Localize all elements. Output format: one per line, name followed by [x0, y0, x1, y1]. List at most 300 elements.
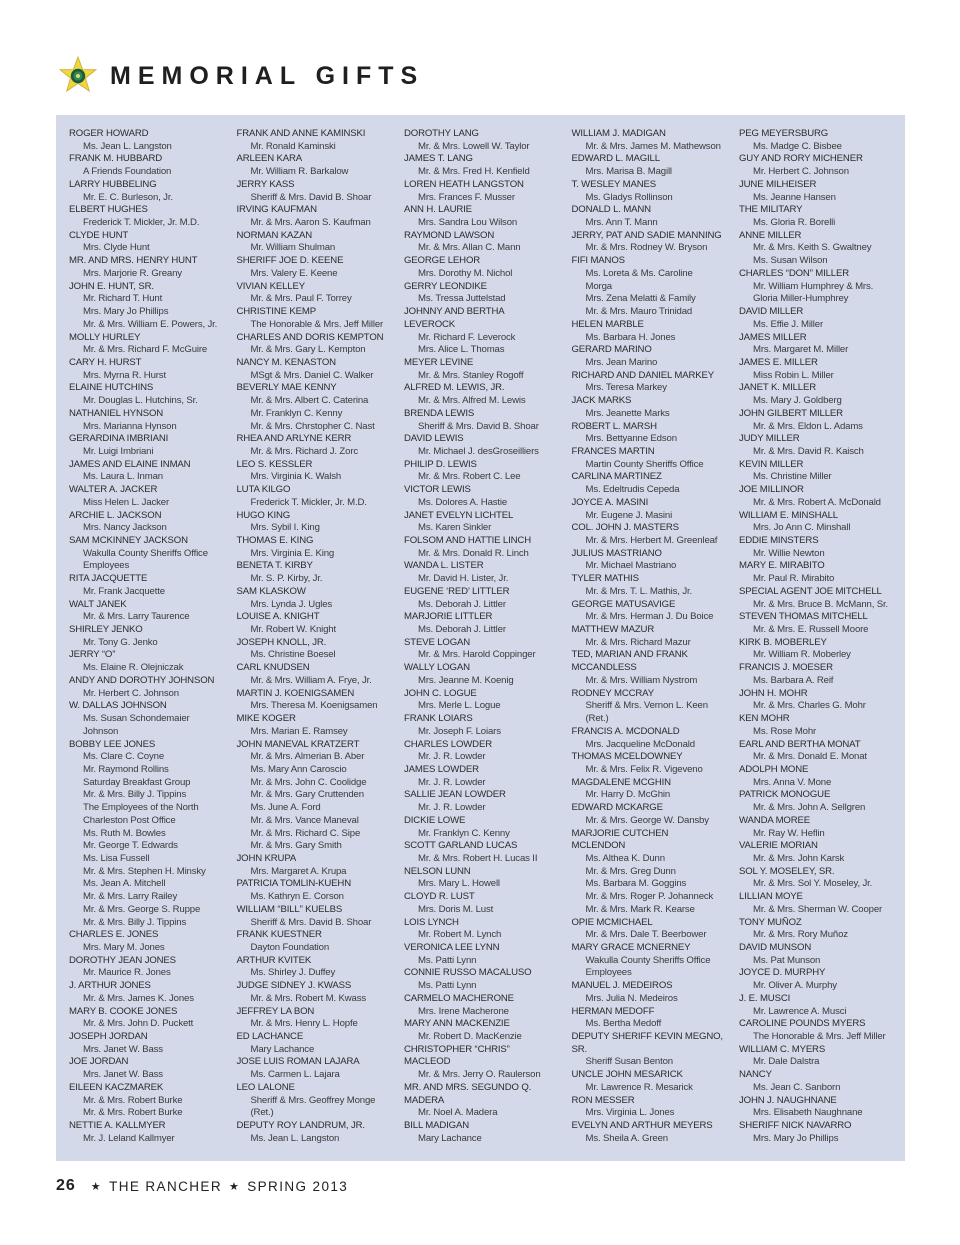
honoree-name: THOMAS MCELDOWNEY — [571, 751, 683, 763]
honoree-name: TED, MARIAN AND FRANK — [571, 649, 688, 661]
honoree-name: MARY B. COOKE JONES — [69, 1005, 178, 1017]
honoree-name: DONALD L. MANN — [571, 204, 651, 216]
donor-name: Mrs. Jo Ann C. Minshall — [753, 522, 851, 534]
donor-name: Mr. & Mrs. William Nystrom — [585, 674, 698, 686]
honoree-name: JAMES E. MILLER — [739, 356, 818, 368]
donor-name: Mrs. Frances F. Musser — [418, 191, 515, 203]
honoree-name: JEFFREY LA BON — [236, 1005, 315, 1017]
star-separator: ★ — [90, 1180, 103, 1193]
donor-name: Ms. Christine Miller — [753, 471, 832, 483]
honoree-name: FRANK LOIARS — [404, 713, 473, 725]
honoree-name: LOREN HEATH LANGSTON — [404, 178, 524, 190]
honoree-name: JOHN E. HUNT, SR. — [69, 280, 154, 292]
donor-name: Mr. & Mrs. Almerian B. Aber — [250, 751, 365, 763]
honoree-name: STEVE LOGAN — [404, 636, 471, 648]
honoree-name: JOHNNY AND BERTHA — [404, 306, 505, 318]
donor-name: Mrs. Marianna Hynson — [83, 420, 177, 432]
donor-name: Mrs. Dorothy M. Nichol — [418, 267, 513, 279]
donor-name: Frederick T. Mickler, Jr. M.D. — [250, 496, 367, 508]
memorial-column-3 — [404, 128, 572, 1148]
donor-name: Johnson — [83, 725, 119, 737]
honoree-name: NATHANIEL HYNSON — [69, 407, 164, 419]
donor-name: Miss Helen L. Jacker — [83, 496, 170, 508]
honoree-name: KEVIN MILLER — [739, 458, 804, 470]
donor-name: The Honorable & Mrs. Jeff Miller — [250, 318, 384, 330]
honoree-name: SHERIFF NICK NAVARRO — [739, 1120, 852, 1132]
honoree-name: ANN H. LAURIE — [404, 204, 472, 216]
donor-name: Mr. & Mrs. Robert C. Lee — [418, 471, 521, 483]
memorial-column-1 — [69, 128, 237, 1148]
donor-name: Ms. Patti Lynn — [418, 954, 477, 966]
donor-name: Mr. Noel A. Madera — [418, 1107, 498, 1119]
donor-name: Mr. Raymond Rollins — [83, 763, 169, 775]
donor-name: Dayton Foundation — [250, 942, 330, 953]
honoree-name: DAVID MUNSON — [739, 942, 812, 953]
honoree-name: DAVID LEWIS — [404, 433, 464, 445]
honoree-name: JACK MARKS — [571, 395, 632, 407]
donor-name: Mrs. Theresa M. Koenigsamen — [250, 700, 378, 712]
honoree-name: LARRY HUBBELING — [69, 178, 157, 190]
donor-name: Frederick T. Mickler, Jr. M.D. — [83, 217, 200, 229]
donor-name: Mrs. Jeanne M. Koenig — [418, 674, 514, 686]
donor-name: Mr. & Mrs. Jerry O. Raulerson — [418, 1069, 541, 1081]
page-header — [58, 56, 424, 96]
donor-name: Ms. Sheila A. Green — [585, 1132, 668, 1144]
donor-name: Mrs. Margaret M. Miller — [753, 344, 849, 356]
honoree-name: ANNE MILLER — [739, 229, 802, 241]
donor-name: Mr. William Humphrey & Mrs. — [753, 280, 874, 292]
donor-name: Mary Lachance — [418, 1132, 482, 1144]
donor-name: Mr. & Mrs. Larry Railey — [83, 891, 178, 903]
honoree-name: LOIS LYNCH — [404, 916, 459, 928]
donor-name: Mr. & Mrs. T. L. Mathis, Jr. — [585, 585, 693, 597]
donor-name: Mr. & Mrs. Gary L. Kempton — [250, 344, 366, 356]
honoree-name: DOROTHY LANG — [404, 128, 479, 139]
honoree-name: LOUISE A. KNIGHT — [236, 611, 320, 623]
honoree-name: CARMELO MACHERONE — [404, 992, 514, 1004]
honoree-name: WALTER A. JACKER — [69, 484, 158, 496]
donor-name: Wakulla County Sheriffs Office — [83, 547, 208, 559]
donor-name: Mr. & Mrs. Charles G. Mohr — [753, 700, 866, 712]
donor-name: Ms. Kathryn E. Corson — [250, 891, 344, 903]
donor-name: Mrs. Valery E. Keene — [250, 267, 338, 279]
honoree-name: CHARLES E. JONES — [69, 929, 159, 941]
honoree-name: NELSON LUNN — [404, 865, 471, 877]
donor-name: Mr. J. R. Lowder — [418, 802, 486, 814]
honoree-name: GERARDINA IMBRIANI — [69, 433, 169, 445]
honoree-name: CHARLES LOWDER — [404, 738, 492, 750]
donor-name: Mr. & Mrs. Bruce B. McMann, Sr. — [753, 598, 889, 610]
honoree-name: WILLIAM C. MYERS — [739, 1043, 826, 1055]
honoree-name: DEPUTY ROY LANDRUM, JR. — [236, 1120, 365, 1132]
donor-name: Mr. & Mrs. Gary Smith — [250, 840, 342, 852]
honoree-name: JOE MILLINOR — [739, 484, 804, 496]
donor-name: Mr. Harry D. McGhin — [585, 789, 671, 801]
donor-name: Mrs. Marian E. Ramsey — [250, 725, 348, 737]
honoree-name: KIRK B. MOBERLEY — [739, 636, 827, 648]
donor-name: Ms. Bertha Medoff — [585, 1018, 662, 1030]
honoree-name: DEPUTY SHERIFF KEVIN MEGNO, — [571, 1031, 723, 1043]
honoree-name: GERRY LEONDIKE — [404, 280, 487, 292]
honoree-name: WALLY LOGAN — [404, 662, 470, 674]
donor-name: Mr. J. R. Lowder — [418, 776, 486, 788]
memorial-column-5 — [739, 128, 907, 1148]
donor-name: Ms. Althea K. Dunn — [585, 852, 665, 864]
memorial-columns — [69, 128, 899, 1148]
donor-name: Mr. & Mrs. John Karsk — [753, 852, 845, 864]
donor-name: Ms. Elaine R. Olejniczak — [83, 662, 184, 674]
donor-name: Mr. & Mrs. Robert M. Kwass — [250, 992, 367, 1004]
honoree-name: ARCHIE L. JACKSON — [69, 509, 162, 521]
donor-name: Mrs. Clyde Hunt — [83, 242, 150, 254]
honoree-name: RODNEY MCCRAY — [571, 687, 654, 699]
honoree-name: HELEN MARBLE — [571, 318, 644, 330]
honoree-name: MR. AND MRS. HENRY HUNT — [69, 255, 198, 267]
honoree-name: ELAINE HUTCHINS — [69, 382, 154, 394]
honoree-name: JOYCE A. MASINI — [571, 496, 649, 508]
donor-name: Mrs. Mary M. Jones — [83, 942, 165, 953]
honoree-name: EDWARD MCKARGE — [571, 802, 663, 814]
donor-name: Mrs. Marisa B. Magill — [585, 166, 672, 178]
honoree-name: CONNIE RUSSO MACALUSO — [404, 967, 532, 979]
honoree-name: CLYDE HUNT — [69, 229, 129, 241]
honoree-name: MCCANDLESS — [571, 662, 637, 674]
donor-name: Ms. Susan Wilson — [753, 255, 828, 267]
honoree-name: EARL AND BERTHA MONAT — [739, 738, 861, 750]
donor-name: Mr. & Mrs. Greg Dunn — [585, 865, 676, 877]
honoree-name: LEO S. KESSLER — [236, 458, 313, 470]
page-title: MEMORIAL GIFTS — [110, 61, 425, 90]
honoree-name: ED LACHANCE — [236, 1031, 304, 1043]
honoree-name: SPECIAL AGENT JOE MITCHELL — [739, 585, 882, 597]
donor-name: Mrs. Anna V. Mone — [753, 776, 832, 788]
donor-name: Mr. George T. Edwards — [83, 840, 178, 852]
honoree-name: WANDA MOREE — [739, 814, 811, 826]
donor-name: Ms. Edeltrudis Cepeda — [585, 484, 680, 496]
donor-name: Mr. & Mrs. George W. Dansby — [585, 814, 709, 826]
honoree-name: SHERIFF JOE D. KEENE — [236, 255, 344, 267]
magazine-name: THE RANCHER — [109, 1178, 222, 1194]
donor-name: Mr. Robert W. Knight — [250, 624, 337, 636]
donor-name: Mr. & Mrs. Donald E. Monat — [753, 751, 867, 763]
donor-name: Mr. & Mrs. William A. Frye, Jr. — [250, 674, 372, 686]
honoree-name: MADERA — [404, 1094, 445, 1106]
honoree-name: ARLEEN KARA — [236, 153, 303, 165]
memorial-column-4 — [572, 128, 740, 1148]
honoree-name: CARY H. HURST — [69, 356, 142, 368]
honoree-name: W. DALLAS JOHNSON — [69, 700, 167, 712]
donor-name: Mr. & Mrs. Allan C. Mann — [418, 242, 521, 254]
honoree-name: MARJORIE LITTLER — [404, 611, 493, 623]
donor-name: Mrs. Jacqueline McDonald — [585, 738, 695, 750]
honoree-name: SALLIE JEAN LOWDER — [404, 789, 506, 801]
honoree-name: MARY E. MIRABITO — [739, 560, 825, 572]
donor-name: Ms. Jeanne Hansen — [753, 191, 836, 203]
honoree-name: MOLLY HURLEY — [69, 331, 141, 343]
honoree-name: NANCY M. KENASTON — [236, 356, 336, 368]
donor-name: Mr. E. C. Burleson, Jr. — [83, 191, 173, 203]
honoree-name: COL. JOHN J. MASTERS — [571, 522, 679, 534]
honoree-name: GEORGE LEHOR — [404, 255, 481, 267]
honoree-name: MARTIN J. KOENIGSAMEN — [236, 687, 355, 699]
honoree-name: BEVERLY MAE KENNY — [236, 382, 337, 394]
honoree-name: FRANCES MARTIN — [571, 445, 655, 457]
donor-name: Mr. & Mrs. Billy J. Tippins — [83, 789, 187, 801]
honoree-name: STEVEN THOMAS MITCHELL — [739, 611, 868, 623]
honoree-name: JERRY KASS — [236, 178, 295, 190]
honoree-name: HUGO KING — [236, 509, 291, 521]
donor-name: Miss Robin L. Miller — [753, 369, 834, 381]
honoree-name: JULIUS MASTRIANO — [571, 547, 662, 559]
honoree-name: FRANCIS A. MCDONALD — [571, 725, 680, 737]
donor-name: Mr. Lawrence R. Mesarick — [585, 1081, 693, 1093]
honoree-name: JANET K. MILLER — [739, 382, 817, 394]
honoree-name: JOHN MANEVAL KRATZERT — [236, 738, 360, 750]
honoree-name: MCLENDON — [571, 840, 626, 852]
donor-name: Ms. Deborah J. Littler — [418, 624, 506, 636]
honoree-name: JOHN H. MOHR — [739, 687, 808, 699]
honoree-name: SAM KLASKOW — [236, 585, 306, 597]
donor-name: Ms. Patti Lynn — [418, 980, 477, 992]
honoree-name: MIKE KOGER — [236, 713, 296, 725]
honoree-name: ADOLPH MONE — [739, 763, 809, 775]
donor-name: Mr. & Mrs. John A. Sellgren — [753, 802, 866, 814]
honoree-name: KEN MOHR — [739, 713, 790, 725]
donor-name: Ms. June A. Ford — [250, 802, 321, 814]
honoree-name: RICHARD AND DANIEL MARKEY — [571, 369, 714, 381]
honoree-name: FRANK AND ANNE KAMINSKI — [236, 128, 366, 139]
donor-name: Mr. & Mrs. Robert A. McDonald — [753, 496, 881, 508]
honoree-name: LEVEROCK — [404, 318, 456, 330]
donor-name: Mr. & Mrs. Keith S. Gwaltney — [753, 242, 872, 254]
honoree-name: NETTIE A. KALLMYER — [69, 1120, 166, 1132]
donor-name: Mrs. Doris M. Lust — [418, 903, 494, 915]
honoree-name: FIFI MANOS — [571, 255, 625, 267]
donor-name: The Employees of the North — [83, 802, 199, 814]
donor-name: Mr. S. P. Kirby, Jr. — [250, 573, 323, 585]
donor-name: Mr. Franklyn C. Kenny — [250, 407, 343, 419]
honoree-name: JOSE LUIS ROMAN LAJARA — [236, 1056, 360, 1068]
honoree-name: J. E. MUSCI — [739, 992, 791, 1004]
honoree-name: CHARLES “DON” MILLER — [739, 267, 850, 279]
donor-name: Mr. & Mrs. Rory Muñoz — [753, 929, 848, 941]
honoree-name: WILLIAM “BILL” KUELBS — [236, 903, 343, 915]
honoree-name: VICTOR LEWIS — [404, 484, 471, 496]
donor-name: Mr. David H. Lister, Jr. — [418, 573, 509, 585]
honoree-name: CHARLES AND DORIS KEMPTON — [236, 331, 384, 343]
donor-name: Mr. & Mrs. Eldon L. Adams — [753, 420, 863, 432]
honoree-name: FRANK KUESTNER — [236, 929, 322, 941]
donor-name: Ms. Lisa Fussell — [83, 852, 150, 864]
honoree-name: JAMES T. LANG — [404, 153, 473, 165]
honoree-name: JOHN KRUPA — [236, 852, 297, 864]
honoree-name: GERARD MARINO — [571, 344, 652, 356]
honoree-name: PATRICK MONOGUE — [739, 789, 831, 801]
donor-name: Ms. Ruth M. Bowles — [83, 827, 166, 839]
donor-name: Mr. & Mrs. Mauro Trinidad — [585, 306, 693, 318]
donor-name: Mr. & Mrs. Chrstopher C. Nast — [250, 420, 375, 432]
honoree-name: RON MESSER — [571, 1094, 635, 1106]
donor-name: Mr. & Mrs. E. Russell Moore — [753, 624, 869, 636]
honoree-name: HERMAN MEDOFF — [571, 1005, 655, 1017]
donor-name: Ms. Effie J. Miller — [753, 318, 824, 330]
donor-name: Ms. Christine Boesel — [250, 649, 336, 661]
honoree-name: CARL KNUDSEN — [236, 662, 310, 674]
donor-name: Mr. & Mrs. Herbert M. Greenleaf — [585, 535, 718, 546]
honoree-name: JAMES AND ELAINE INMAN — [69, 458, 191, 470]
donor-name: Mr. & Mrs. Sherman W. Cooper — [753, 903, 883, 915]
donor-name: Ms. Gladys Rollinson — [585, 191, 673, 203]
honoree-name: SCOTT GARLAND LUCAS — [404, 840, 518, 852]
donor-name: Wakulla County Sheriffs Office — [585, 954, 711, 966]
honoree-name: GEORGE MATUSAVIGE — [571, 598, 676, 610]
honoree-name: MARY ANN MACKENZIE — [404, 1018, 510, 1030]
donor-name: Mrs. Teresa Markey — [585, 382, 667, 394]
honoree-name: JOE JORDAN — [69, 1056, 129, 1068]
donor-name: Mr. Oliver A. Murphy — [753, 980, 837, 992]
honoree-name: JUNE MILHEISER — [739, 178, 817, 190]
donor-name: Mr. J. Leland Kallmyer — [83, 1132, 175, 1144]
donor-name: Mr. Herbert C. Johnson — [753, 166, 849, 178]
donor-name: Mrs. Janet W. Bass — [83, 1043, 163, 1055]
honoree-name: VALERIE MORIAN — [739, 840, 818, 852]
donor-name: Mr. J. R. Lowder — [418, 751, 486, 763]
honoree-name: ANDY AND DOROTHY JOHNSON — [69, 674, 215, 686]
honoree-name: JUDY MILLER — [739, 433, 800, 445]
honoree-name: PATRICIA TOMLIN-KUEHN — [236, 878, 351, 890]
honoree-name: ROBERT L. MARSH — [571, 420, 657, 432]
donor-name: Mr. & Mrs. Dale T. Beerbower — [585, 929, 707, 941]
donor-name: Mr. & Mrs. David R. Kaisch — [753, 445, 864, 457]
donor-name: Ms. Mary J. Goldberg — [753, 395, 842, 407]
honoree-name: SOL Y. MOSELEY, SR. — [739, 865, 835, 877]
honoree-name: GUY AND RORY MICHENER — [739, 153, 863, 165]
honoree-name: VERONICA LEE LYNN — [404, 942, 500, 953]
honoree-name: JAMES MILLER — [739, 331, 807, 343]
donor-name: Mr. & Mrs. Roger P. Johanneck — [585, 891, 714, 903]
donor-name: Mrs. Julia N. Medeiros — [585, 992, 678, 1004]
donor-name: Ms. Rose Mohr — [753, 725, 817, 737]
honoree-name: MARJORIE CUTCHEN — [571, 827, 669, 839]
honoree-name: THOMAS E. KING — [236, 535, 314, 546]
donor-name: Mr. & Mrs. Paul F. Torrey — [250, 293, 352, 305]
donor-name: Martin County Sheriffs Office — [585, 458, 704, 470]
honoree-name: SR. — [571, 1043, 588, 1055]
honoree-name: EUGENE ‘RED’ LITTLER — [404, 585, 510, 597]
donor-name: Mr. & Mrs. James K. Jones — [83, 992, 194, 1004]
star-separator: ★ — [228, 1180, 241, 1193]
donor-name: Mr. Herbert C. Johnson — [83, 687, 179, 699]
donor-name: Mrs. Mary L. Howell — [418, 878, 500, 890]
donor-name: Mrs. Merle L. Logue — [418, 700, 501, 712]
honoree-name: EDWARD L. MAGILL — [571, 153, 660, 165]
honoree-name: ROGER HOWARD — [69, 128, 149, 139]
donor-name: Mr. & Mrs. John C. Coolidge — [250, 776, 367, 788]
honoree-name: VIVIAN KELLEY — [236, 280, 305, 292]
honoree-name: OPIE MCMICHAEL — [571, 916, 653, 928]
donor-name: Employees — [83, 560, 130, 572]
donor-name: (Ret.) — [250, 1107, 274, 1119]
donor-name: Mr. Douglas L. Hutchins, Sr. — [83, 395, 198, 407]
honoree-name: SAM MCKINNEY JACKSON — [69, 535, 188, 546]
honoree-name: MATTHEW MAZUR — [571, 624, 655, 636]
donor-name: Mr. & Mrs. James M. Mathewson — [585, 140, 721, 152]
honoree-name: UNCLE JOHN MESARICK — [571, 1069, 683, 1081]
honoree-name: ELBERT HUGHES — [69, 204, 148, 216]
donor-name: A Friends Foundation — [83, 166, 172, 178]
donor-name: Mr. & Mrs. Stephen H. Minsky — [83, 865, 206, 877]
donor-name: Mr. Dale Dalstra — [753, 1056, 820, 1068]
honoree-name: JOHN J. NAUGHNANE — [739, 1094, 837, 1106]
honoree-name: RITA JACQUETTE — [69, 573, 148, 585]
donor-name: Mr. & Mrs. Billy J. Tippins — [83, 916, 187, 928]
donor-name: Mr. & Mrs. Rodney W. Bryson — [585, 242, 708, 254]
honoree-name: CLOYD R. LUST — [404, 891, 475, 903]
donor-name: Mr. Robert D. MacKenzie — [418, 1031, 522, 1043]
honoree-name: CHRISTINE KEMP — [236, 306, 316, 318]
honoree-name: TONY MUÑOZ — [739, 916, 802, 928]
honoree-name: JOHN GILBERT MILLER — [739, 407, 843, 419]
memorial-column-2 — [237, 128, 405, 1148]
donor-name: Mr. & Mrs. Aaron S. Kaufman — [250, 217, 371, 229]
donor-name: Mrs. Sandra Lou Wilson — [418, 217, 518, 229]
honoree-name: EILEEN KACZMAREK — [69, 1081, 164, 1093]
donor-name: Mr. & Mrs. Robert Burke — [83, 1107, 183, 1119]
donor-name: Mr. & Mrs. Robert Burke — [83, 1094, 183, 1106]
honoree-name: EVELYN AND ARTHUR MEYERS — [571, 1120, 713, 1132]
honoree-name: MEYER LEVINE — [404, 356, 474, 368]
donor-name: (Ret.) — [585, 713, 609, 725]
donor-name: Mr. Luigi Imbriani — [83, 445, 154, 457]
donor-name: Mr. & Mrs. Fred H. Kenfield — [418, 166, 530, 178]
donor-name: Ms. Clare C. Coyne — [83, 751, 165, 763]
honoree-name: JUDGE SIDNEY J. KWASS — [236, 980, 352, 992]
honoree-name: JANET EVELYN LICHTEL — [404, 509, 514, 521]
donor-name: Ms. Jean L. Langston — [83, 140, 172, 152]
honoree-name: JERRY, PAT AND SADIE MANNING — [571, 229, 722, 241]
donor-name: Mrs. Elisabeth Naughnane — [753, 1107, 863, 1119]
donor-name: Mr. & Mrs. George S. Ruppe — [83, 903, 201, 915]
honoree-name: RHEA AND ARLYNE KERR — [236, 433, 352, 445]
honoree-name: JAMES LOWDER — [404, 763, 479, 775]
donor-name: Mrs. Jeanette Marks — [585, 407, 670, 419]
donor-name: Mr. & Mrs. Sol Y. Moseley, Jr. — [753, 878, 873, 890]
honoree-name: DOROTHY JEAN JONES — [69, 954, 176, 966]
donor-name: Sheriff Susan Benton — [585, 1056, 673, 1068]
donor-name: Mr. & Mrs. Herman J. Du Boice — [585, 611, 714, 623]
star-badge-icon — [58, 56, 98, 96]
donor-name: Mr. Richard T. Hunt — [83, 293, 163, 305]
donor-name: Mrs. Myrna R. Hurst — [83, 369, 166, 381]
donor-name: Mr. & Mrs. John D. Puckett — [83, 1018, 194, 1030]
honoree-name: BOBBY LEE JONES — [69, 738, 156, 750]
honoree-name: SHIRLEY JENKO — [69, 624, 143, 636]
donor-name: Mr. Lawrence A. Musci — [753, 1005, 847, 1017]
honoree-name: JOSEPH JORDAN — [69, 1031, 148, 1043]
donor-name: Mrs. Mary Jo Phillips — [83, 306, 169, 318]
donor-name: Ms. Karen Sinkler — [418, 522, 492, 534]
donor-name: Mr. Franklyn C. Kenny — [418, 827, 510, 839]
donor-name: Mr. & Mrs. Henry L. Hopfe — [250, 1018, 358, 1030]
honoree-name: FOLSOM AND HATTIE LINCH — [404, 535, 531, 546]
honoree-name: JERRY “O” — [69, 649, 116, 661]
donor-name: Mr. & Mrs. William E. Powers, Jr. — [83, 318, 218, 330]
honoree-name: T. WESLEY MANES — [571, 178, 656, 190]
donor-name: Ms. Susan Schondemaier — [83, 713, 190, 725]
donor-name: Mrs. Ann T. Mann — [585, 217, 658, 229]
donor-name: Mr. Ray W. Heflin — [753, 827, 825, 839]
donor-name: Sheriff & Mrs. David B. Shoar — [250, 191, 372, 203]
